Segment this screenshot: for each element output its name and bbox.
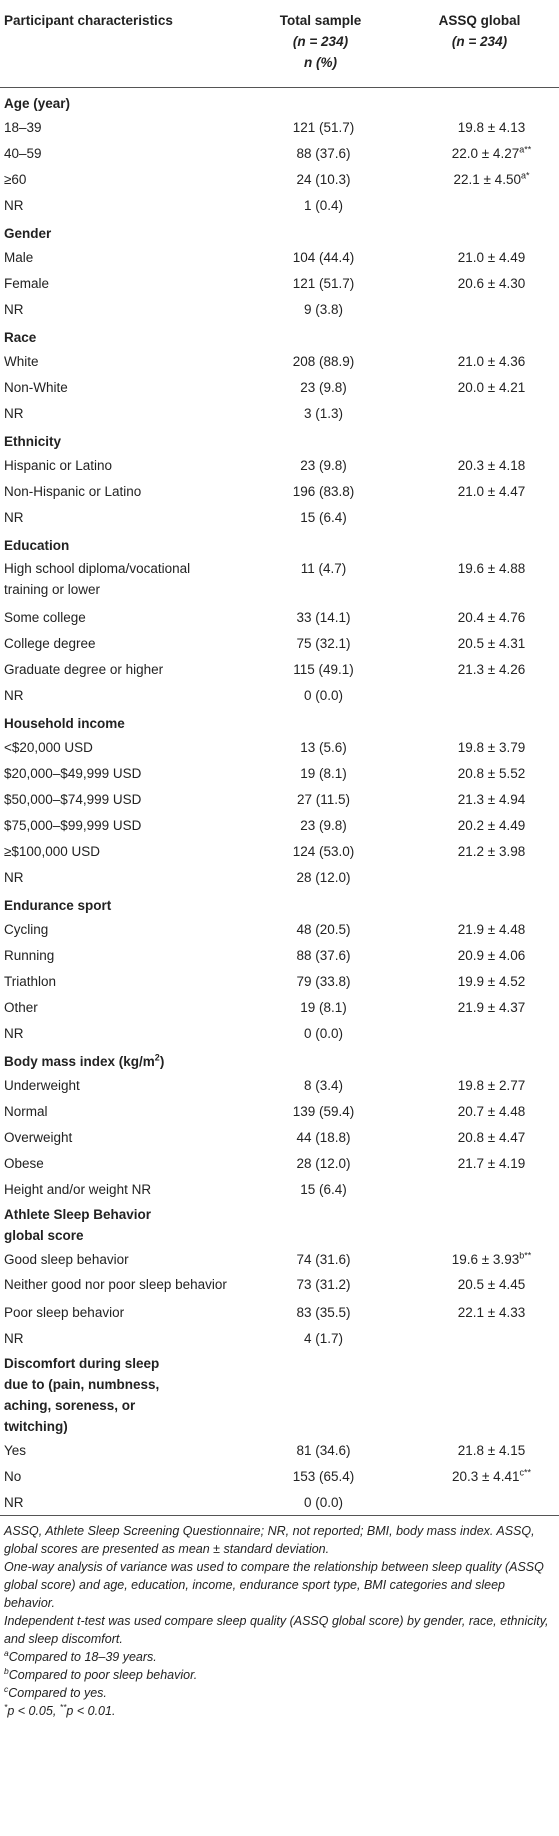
row-assq-global: $20.3 \pm 4.41^{c**}$ bbox=[452, 1467, 531, 1484]
row-total-sample: 121 (51.7) bbox=[292, 119, 355, 135]
row-assq-global: 21.3 ± 4.94 bbox=[457, 791, 526, 807]
section-header bbox=[0, 88, 559, 115]
footnote-a: $^a$Compared to 18–39 years. bbox=[4, 1647, 157, 1664]
row-total-sample: 19 (8.1) bbox=[300, 765, 347, 781]
row-assq-global: 20.5 ± 4.45 bbox=[457, 1277, 526, 1292]
row-assq-global bbox=[400, 1176, 559, 1202]
table-footnotes bbox=[0, 1516, 559, 1720]
row-total-sample: 11 (4.7) bbox=[300, 561, 347, 576]
table-row bbox=[0, 916, 559, 942]
row-assq-global: 19.8 ± 4.13 bbox=[457, 119, 526, 135]
row-label: $20,000–$49,999 USD bbox=[4, 765, 142, 781]
row-label: High school diploma/vocational training or lower bbox=[4, 561, 191, 597]
row-label: NR bbox=[4, 301, 24, 317]
row-assq-global: 20.6 ± 4.30 bbox=[457, 275, 526, 291]
row-total-sample: 23 (9.8) bbox=[300, 379, 347, 395]
row-total-sample: 24 (10.3) bbox=[296, 171, 351, 187]
table-row bbox=[0, 556, 559, 604]
row-assq-global: 19.6 ± 4.88 bbox=[457, 561, 526, 576]
row-total-sample: 48 (20.5) bbox=[296, 921, 351, 937]
row-assq-global: 20.0 ± 4.21 bbox=[457, 379, 526, 395]
row-label: Some college bbox=[4, 609, 86, 625]
section-header bbox=[0, 218, 559, 244]
row-label: NR bbox=[4, 197, 24, 213]
section-title: Athlete Sleep Behavior global score bbox=[4, 1207, 152, 1243]
row-label: NR bbox=[0, 1489, 241, 1516]
significance-marker: b** bbox=[519, 1250, 532, 1260]
row-total-sample: 33 (14.1) bbox=[296, 609, 351, 625]
table-row bbox=[0, 1325, 559, 1351]
row-assq-global: 21.0 ± 4.49 bbox=[457, 249, 526, 265]
row-label: Height and/or weight NR bbox=[4, 1181, 152, 1197]
row-total-sample: 19 (8.1) bbox=[300, 999, 347, 1015]
section-header bbox=[0, 1351, 559, 1437]
row-label: Yes bbox=[4, 1442, 27, 1458]
row-assq-global bbox=[400, 1020, 559, 1046]
row-total-sample: 75 (32.1) bbox=[296, 635, 351, 651]
row-label: Neither good nor poor sleep behavior bbox=[4, 1277, 227, 1292]
row-label: $50,000–$74,999 USD bbox=[4, 791, 142, 807]
table-row bbox=[0, 942, 559, 968]
table-row bbox=[0, 140, 559, 166]
row-label: Obese bbox=[4, 1155, 44, 1171]
row-total-sample: 3 (1.3) bbox=[303, 405, 344, 421]
table-row bbox=[0, 1098, 559, 1124]
header-participant-characteristics: Participant characteristics bbox=[4, 13, 173, 28]
row-total-sample: 15 (6.4) bbox=[300, 509, 347, 525]
row-total-sample: 208 (88.9) bbox=[292, 353, 355, 369]
table-row bbox=[0, 864, 559, 890]
table-row bbox=[0, 1272, 559, 1299]
row-assq-global: 20.5 ± 4.31 bbox=[457, 635, 526, 651]
row-label: ≥60 bbox=[4, 171, 27, 187]
header-total-n: (n = 234) bbox=[292, 34, 349, 49]
row-label: NR bbox=[4, 869, 24, 885]
row-label: White bbox=[4, 353, 39, 369]
section-header bbox=[0, 890, 559, 916]
table-row bbox=[0, 1463, 559, 1489]
section-title: Household income bbox=[4, 716, 125, 731]
table-row bbox=[0, 630, 559, 656]
row-total-sample: 153 (65.4) bbox=[292, 1468, 355, 1484]
row-total-sample: 1 (0.4) bbox=[303, 197, 344, 213]
row-label: NR bbox=[4, 405, 24, 421]
section-title: Endurance sport bbox=[4, 898, 112, 913]
row-assq-global: 21.3 ± 4.26 bbox=[457, 661, 526, 677]
section-title: Race bbox=[4, 330, 37, 345]
table-row bbox=[0, 1176, 559, 1202]
row-total-sample: 0 (0.0) bbox=[241, 1489, 400, 1516]
row-total-sample: 83 (35.5) bbox=[296, 1304, 351, 1320]
footnote-abbreviations: ASSQ, Athlete Sleep Screening Questionnaire; NR, not reported; BMI, body mass index. ASSQ, global scores are presented as mean ± standard deviation. bbox=[4, 1524, 535, 1556]
table-row bbox=[0, 504, 559, 530]
table-row bbox=[0, 1150, 559, 1176]
row-total-sample: 196 (83.8) bbox=[292, 483, 355, 499]
row-assq-global: 20.8 ± 4.47 bbox=[457, 1129, 526, 1145]
row-label: Poor sleep behavior bbox=[4, 1304, 125, 1320]
table-row bbox=[0, 166, 559, 192]
table-row bbox=[0, 400, 559, 426]
row-label: Non-White bbox=[4, 379, 68, 395]
table-row bbox=[0, 244, 559, 270]
table-row bbox=[0, 1246, 559, 1272]
row-total-sample: 8 (3.4) bbox=[303, 1077, 344, 1093]
row-label: Good sleep behavior bbox=[4, 1251, 129, 1267]
table-row bbox=[0, 760, 559, 786]
header-assq-global: ASSQ global bbox=[438, 13, 521, 28]
table-row bbox=[0, 812, 559, 838]
table-row bbox=[0, 478, 559, 504]
header-n-percent: n (%) bbox=[241, 52, 400, 88]
row-assq-global: $22.0 \pm 4.27^{a**}$ bbox=[451, 144, 532, 161]
table-row bbox=[0, 1299, 559, 1325]
section-header bbox=[0, 708, 559, 734]
section-title: Gender bbox=[4, 226, 52, 241]
significance-marker: a* bbox=[520, 170, 530, 180]
row-assq-global: 21.9 ± 4.48 bbox=[457, 921, 526, 937]
row-label: Female bbox=[4, 275, 50, 291]
row-total-sample: 88 (37.6) bbox=[296, 947, 351, 963]
row-assq-global bbox=[400, 1489, 559, 1516]
row-label: College degree bbox=[4, 635, 96, 651]
section-title: Body mass index $(kg/m^2)$ bbox=[4, 1052, 165, 1069]
row-label: Other bbox=[4, 999, 38, 1015]
section-title: Discomfort during sleep due to (pain, numbness, aching, soreness, or twitching) bbox=[4, 1356, 160, 1434]
row-assq-global bbox=[400, 504, 559, 530]
footnote-anova: One-way analysis of variance was used to compare the relationship between sleep quality (ASSQ global score) and age, education, income, endurance sport type, BMI categories and sleep behavior. bbox=[4, 1560, 544, 1610]
row-label: Hispanic or Latino bbox=[4, 457, 113, 473]
row-total-sample: 88 (37.6) bbox=[296, 145, 351, 161]
row-total-sample: 81 (34.6) bbox=[296, 1442, 351, 1458]
row-label: Triathlon bbox=[4, 973, 57, 989]
table-row bbox=[0, 786, 559, 812]
row-total-sample: 115 (49.1) bbox=[293, 661, 354, 677]
row-label: Underweight bbox=[4, 1077, 80, 1093]
table-row bbox=[0, 296, 559, 322]
row-assq-global: 21.7 ± 4.19 bbox=[457, 1155, 526, 1171]
table-row bbox=[0, 452, 559, 478]
table-row bbox=[0, 734, 559, 760]
header-assq-n: (n = 234) bbox=[451, 34, 508, 49]
table-row bbox=[0, 994, 559, 1020]
row-assq-global: $22.1 \pm 4.50^{a*}$ bbox=[453, 170, 530, 187]
row-total-sample: 13 (5.6) bbox=[300, 739, 347, 755]
row-label: NR bbox=[4, 1330, 24, 1346]
table-row bbox=[0, 1437, 559, 1463]
table-row bbox=[0, 1020, 559, 1046]
table-row bbox=[0, 1124, 559, 1150]
row-total-sample: 0 (0.0) bbox=[303, 687, 344, 703]
significance-marker: a** bbox=[519, 144, 532, 154]
row-label: Graduate degree or higher bbox=[4, 661, 164, 677]
row-total-sample: 139 (59.4) bbox=[292, 1103, 355, 1119]
row-label: <$20,000 USD bbox=[4, 739, 93, 755]
row-assq-global: 21.9 ± 4.37 bbox=[457, 999, 526, 1015]
table-row bbox=[0, 270, 559, 296]
row-total-sample: 27 (11.5) bbox=[296, 791, 351, 807]
row-assq-global: 20.8 ± 5.52 bbox=[457, 765, 526, 781]
row-total-sample: 74 (31.6) bbox=[296, 1251, 351, 1267]
row-label: 40–59 bbox=[4, 145, 42, 161]
row-total-sample: 124 (53.0) bbox=[292, 843, 355, 859]
footnote-c: $^c$Compared to yes. bbox=[4, 1683, 107, 1700]
row-label: Normal bbox=[4, 1103, 48, 1119]
significance-marker: c** bbox=[519, 1467, 531, 1477]
row-total-sample: 23 (9.8) bbox=[300, 457, 347, 473]
row-assq-global: 21.0 ± 4.47 bbox=[457, 483, 526, 499]
row-total-sample: 79 (33.8) bbox=[296, 973, 351, 989]
row-assq-global bbox=[400, 192, 559, 218]
row-label: $75,000–$99,999 USD bbox=[4, 817, 142, 833]
table-row bbox=[0, 682, 559, 708]
row-assq-global bbox=[400, 1325, 559, 1351]
row-assq-global: 22.1 ± 4.33 bbox=[457, 1304, 526, 1320]
table-row bbox=[0, 656, 559, 682]
row-assq-global: 21.0 ± 4.36 bbox=[457, 353, 526, 369]
section-title: Ethnicity bbox=[4, 434, 62, 449]
row-label: 18–39 bbox=[4, 119, 42, 135]
table-row bbox=[0, 114, 559, 140]
section-header bbox=[0, 530, 559, 556]
row-assq-global: 21.8 ± 4.15 bbox=[457, 1442, 526, 1458]
row-label: Overweight bbox=[4, 1129, 73, 1145]
row-label: ≥$100,000 USD bbox=[4, 843, 100, 859]
section-header bbox=[0, 426, 559, 452]
section-title: Education bbox=[4, 538, 70, 553]
header-total-sample: Total sample bbox=[279, 13, 362, 28]
footnote-pvalues: *p < 0.05, **p < 0.01. bbox=[4, 1701, 116, 1718]
footnote-b: $^b$Compared to poor sleep behavior. bbox=[4, 1665, 198, 1682]
row-label: NR bbox=[4, 509, 24, 525]
row-assq-global bbox=[400, 682, 559, 708]
row-assq-global: 21.2 ± 3.98 bbox=[457, 843, 526, 859]
row-assq-global: 19.9 ± 4.52 bbox=[457, 973, 526, 989]
row-assq-global: 19.8 ± 3.79 bbox=[457, 739, 526, 755]
row-total-sample: 28 (12.0) bbox=[296, 869, 351, 885]
row-label: Running bbox=[4, 947, 55, 963]
row-label: NR bbox=[4, 1025, 24, 1041]
footnote-ttest: Independent t-test was used compare sleep quality (ASSQ global score) by gender, race, ethnicity, and sleep discomfort. bbox=[4, 1614, 549, 1646]
row-total-sample: 104 (44.4) bbox=[292, 249, 355, 265]
row-label: No bbox=[4, 1468, 22, 1484]
row-total-sample: 4 (1.7) bbox=[303, 1330, 344, 1346]
section-header bbox=[0, 1202, 559, 1246]
row-assq-global: 20.7 ± 4.48 bbox=[457, 1103, 526, 1119]
table-row bbox=[0, 1072, 559, 1098]
table-row bbox=[0, 1489, 559, 1516]
row-assq-global: 20.3 ± 4.18 bbox=[457, 457, 526, 473]
table-header bbox=[0, 0, 559, 88]
row-assq-global: 20.9 ± 4.06 bbox=[457, 947, 526, 963]
row-label: Cycling bbox=[4, 921, 49, 937]
row-total-sample: 9 (3.8) bbox=[303, 301, 344, 317]
section-header bbox=[0, 322, 559, 348]
row-total-sample: 0 (0.0) bbox=[303, 1025, 344, 1041]
row-label: Male bbox=[4, 249, 34, 265]
row-assq-global bbox=[400, 296, 559, 322]
row-total-sample: 73 (31.2) bbox=[296, 1277, 351, 1292]
row-label: NR bbox=[4, 687, 24, 703]
row-assq-global: $19.6 \pm 3.93^{b**}$ bbox=[451, 1250, 532, 1267]
row-assq-global: 20.2 ± 4.49 bbox=[457, 817, 526, 833]
table-row bbox=[0, 348, 559, 374]
table-body bbox=[0, 88, 559, 1516]
row-total-sample: 28 (12.0) bbox=[296, 1155, 351, 1171]
row-assq-global: 19.8 ± 2.77 bbox=[457, 1077, 526, 1093]
row-assq-global: 20.4 ± 4.76 bbox=[457, 609, 526, 625]
table-row bbox=[0, 374, 559, 400]
table-row bbox=[0, 192, 559, 218]
row-total-sample: 44 (18.8) bbox=[296, 1129, 351, 1145]
row-label: Non-Hispanic or Latino bbox=[4, 483, 142, 499]
row-assq-global bbox=[400, 864, 559, 890]
section-header bbox=[0, 1046, 559, 1072]
table-row bbox=[0, 604, 559, 630]
row-total-sample: 23 (9.8) bbox=[300, 817, 347, 833]
row-assq-global bbox=[400, 400, 559, 426]
row-total-sample: 121 (51.7) bbox=[292, 275, 355, 291]
table-row bbox=[0, 968, 559, 994]
table-row bbox=[0, 838, 559, 864]
row-total-sample: 15 (6.4) bbox=[300, 1181, 347, 1197]
section-title: Age (year) bbox=[4, 96, 71, 111]
